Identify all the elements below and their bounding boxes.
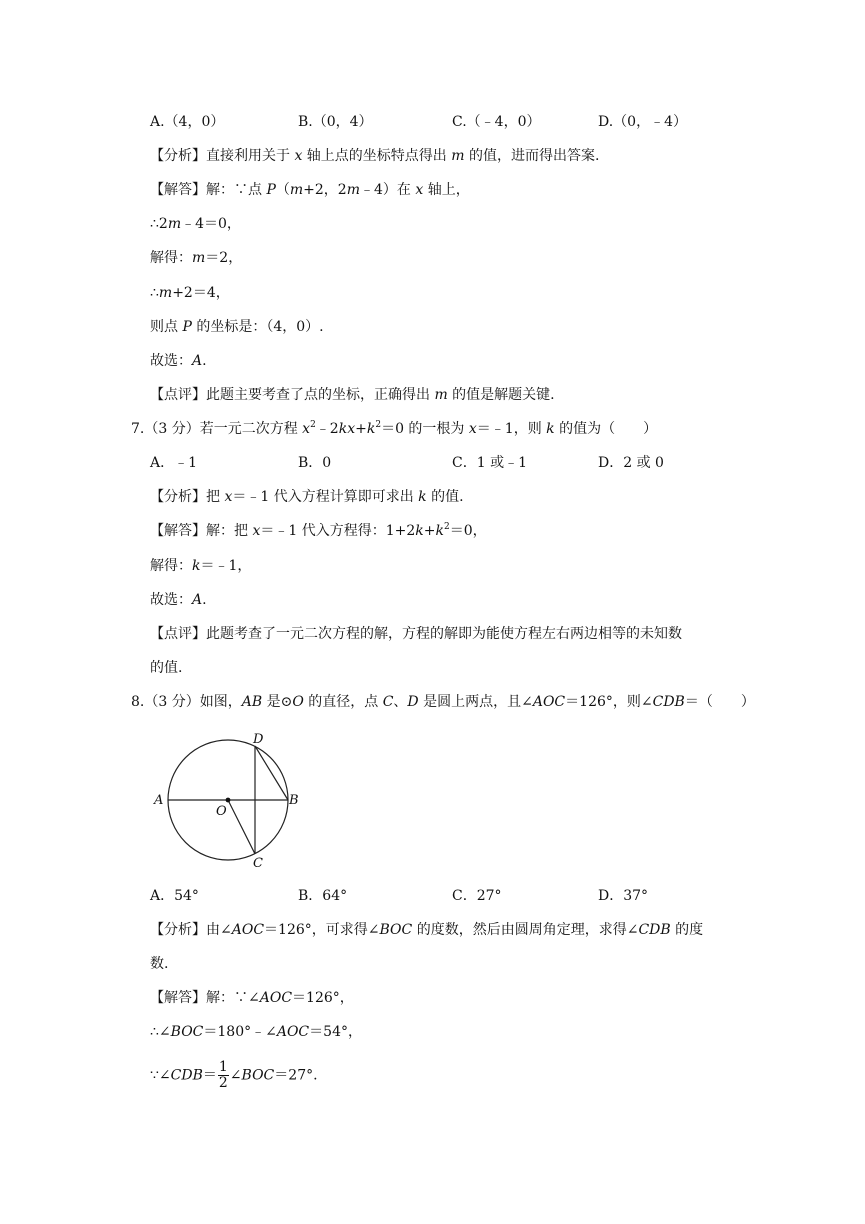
q6-comment: 【点评】此题主要考查了点的坐标，正确得出 m 的值是解题关键.: [150, 387, 555, 403]
q6-step-1: ∴2m﹣4＝0，: [150, 216, 241, 232]
label-o: O: [216, 804, 227, 819]
q8-solution: 【解答】解：∵∠AOC＝126°，: [150, 990, 354, 1006]
q6-step-4: 则点 P 的坐标是：（4，0）.: [150, 319, 324, 335]
q6-option-a: A.（4，0）: [150, 114, 225, 130]
q7-analysis: 【分析】把 x＝﹣1 代入方程计算即可求出 k 的值.: [150, 489, 464, 505]
q7-solution: 【解答】解：把 x＝﹣1 代入方程得：$1+2k+k^2=0$，: [150, 522, 487, 539]
q7-comment-cont: 的值.: [150, 660, 183, 676]
q6-option-b: B.（0，4）: [298, 114, 373, 130]
q8-option-c: C．27°: [452, 888, 502, 904]
radius-oc: [228, 800, 255, 854]
q8-step-2: ∵∠CDB＝ $\frac{1}{2}$ ∠BOC＝27°.: [150, 1059, 318, 1091]
q7-option-d: D．2 或 0: [598, 455, 664, 471]
q7-step-2: 故选：A.: [150, 592, 207, 608]
q6-analysis: 【分析】直接利用关于 x 轴上点的坐标特点得出 m 的值，进而得出答案.: [150, 148, 600, 164]
q8-analysis-cont: 数.: [150, 956, 169, 972]
q8-option-d: D．37°: [598, 888, 649, 904]
q6-step-3: ∴m+2＝4，: [150, 285, 230, 301]
q8-step-1: ∴∠BOC＝180°﹣∠AOC＝54°，: [150, 1024, 362, 1040]
q7-step-1: 解得：k＝﹣1，: [150, 558, 252, 574]
label-b: B: [289, 793, 299, 808]
q7-option-a: A．﹣1: [150, 455, 198, 471]
center-point: [226, 798, 231, 803]
q8-stem: 8.（3 分）如图，AB 是⊙O 的直径，点 C、D 是圆上两点，且∠AOC＝126°，则∠CDB＝（ ）: [131, 694, 755, 710]
q6-step-2: 解得：m＝2，: [150, 250, 243, 266]
q7-option-b: B．0: [298, 455, 332, 471]
q6-solution: 【解答】解：∵点 P（m+2，2m﹣4）在 x 轴上，: [150, 182, 470, 198]
q6-option-c: C.（﹣4，0）: [452, 114, 541, 130]
q8-analysis: 【分析】由∠AOC＝126°，可求得∠BOC 的度数，然后由圆周角定理，求得∠CDB 的度: [150, 922, 704, 938]
label-c: C: [253, 856, 263, 867]
q6-option-d: D.（0，﹣4）: [598, 114, 687, 130]
q7-option-c: C．1 或﹣1: [452, 455, 527, 471]
q7-comment: 【点评】此题考查了一元二次方程的解，方程的解即为能使方程左右两边相等的未知数: [150, 626, 682, 642]
chord-db: [255, 746, 288, 800]
q8-option-b: B．64°: [298, 888, 348, 904]
label-d: D: [253, 732, 264, 747]
fraction-one-half: $\frac{1}{2}$: [218, 1059, 228, 1091]
q8-option-a: A．54°: [150, 888, 199, 904]
q8-circle-figure: [150, 727, 310, 867]
q6-step-5: 故选：A.: [150, 353, 207, 369]
q7-stem: 7.（3 分）若一元二次方程 $x^2﹣2kx+k^2=0$ 的一根为 x＝﹣1，则 k 的值为（ ）: [131, 420, 658, 437]
label-a: A: [154, 793, 164, 808]
